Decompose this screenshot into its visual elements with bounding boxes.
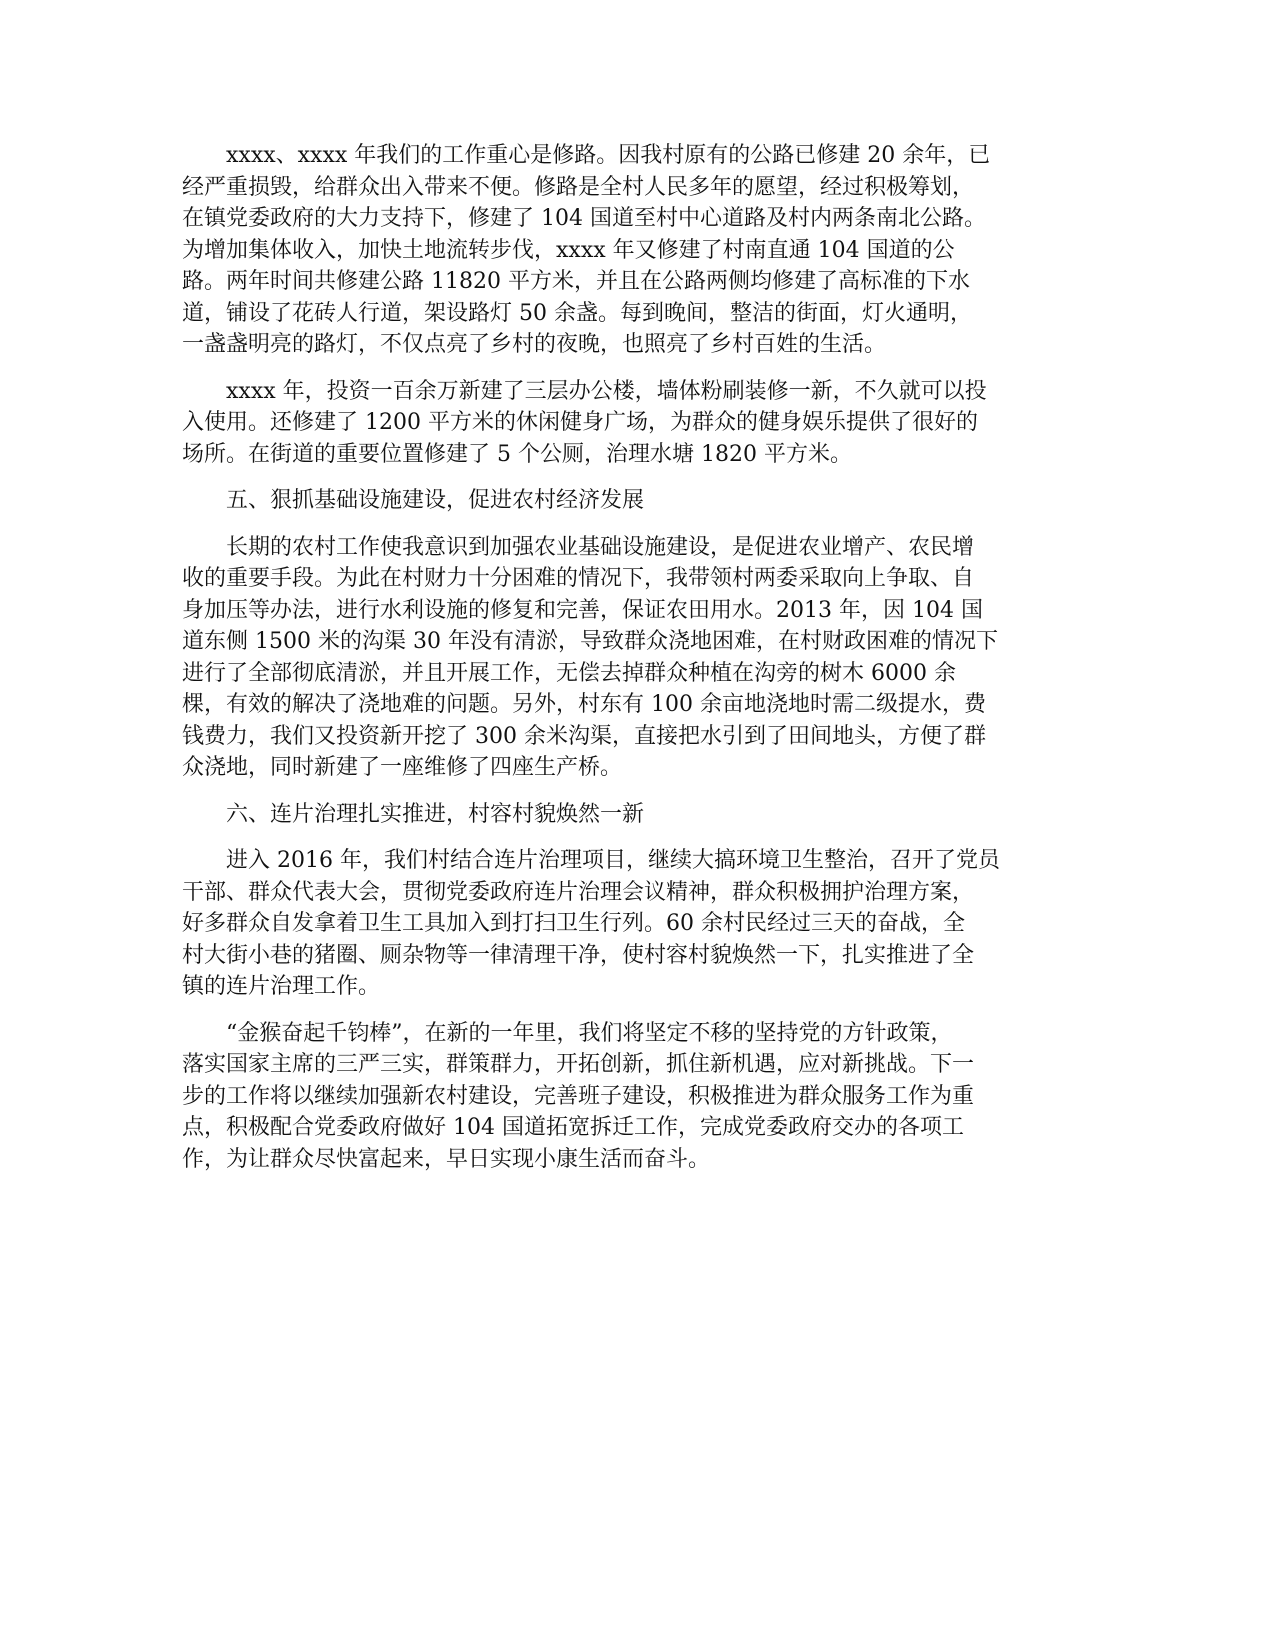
text-line: 作，为让群众尽快富起来，早日实现小康生活而奋斗。	[182, 1146, 711, 1172]
text-line: 入使用。还修建了 1200 平方米的休闲健身广场，为群众的健身娱乐提供了很好的	[182, 410, 978, 435]
text-line: 收的重要手段。为此在村财力十分困难的情况下，我带领村两委采取向上争取、自	[182, 566, 975, 591]
section-heading-6	[182, 799, 1062, 831]
text-line: 进入 2016 年，我们村结合连片治理项目，继续大搞环境卫生整治，召开了党员	[226, 848, 1000, 873]
text-line: 干部、群众代表大会，贯彻党委政府连片治理会议精神，群众积极拥护治理方案，	[182, 879, 975, 905]
paragraph-outlook	[182, 1018, 1062, 1176]
text-line: 钱费力，我们又投资新开挖了 300 余米沟渠，直接把水引到了田间地头，方便了群	[182, 723, 986, 749]
text-line: 为增加集体收入，加快土地流转步伐，xxxx 年又修建了村南直通 104 国道的公	[182, 237, 955, 263]
text-line: 众浇地，同时新建了一座维修了四座生产桥。	[182, 755, 623, 780]
text-line: 身加压等办法，进行水利设施的修复和完善，保证农田用水。2013 年，因 104 国	[182, 597, 983, 623]
heading-text: 五、狠抓基础设施建设，促进农村经济发展	[226, 488, 645, 513]
text-line: 经严重损毁，给群众出入带来不便。修路是全村人民多年的愿望，经过积极筹划，	[182, 174, 975, 200]
text-line: 村大街小巷的猪圈、厕杂物等一律清理干净，使村容村貌焕然一下，扎实推进了全	[182, 942, 975, 968]
heading-text: 六、连片治理扎实推进，村容村貌焕然一新	[226, 801, 645, 827]
section-heading-5	[182, 485, 1062, 517]
paragraph-cleanup	[182, 845, 1062, 1003]
text-line: 好多群众自发拿着卫生工具加入到打扫卫生行列。60 余村民经过三天的奋战，全	[182, 911, 965, 936]
text-line: 步的工作将以继续加强新农村建设，完善班子建设，积极推进为群众服务工作为重	[182, 1083, 975, 1109]
paragraph-infrastructure	[182, 532, 1062, 784]
text-line: 路。两年时间共修建公路 11820 平方米，并且在公路两侧均修建了高标准的下水	[182, 269, 970, 294]
text-line: “金猴奋起千钧棒”，在新的一年里，我们将坚定不移的坚持党的方针政策，	[226, 1020, 953, 1046]
text-line: 道东侧 1500 米的沟渠 30 年没有清淤，导致群众浇地困难，在村财政困难的情况下	[182, 629, 998, 654]
paragraph-office	[182, 376, 1062, 471]
text-line: 长期的农村工作使我意识到加强农业基础设施建设，是促进农业增产、农民增	[226, 534, 975, 560]
text-line: 落实国家主席的三严三实，群策群力，开拓创新，抓住新机遇，应对新挑战。下一	[182, 1052, 975, 1077]
text-line: 道，铺设了花砖人行道，架设路灯 50 余盏。每到晚间，整洁的街面，灯火通明，	[182, 300, 972, 326]
text-line: 在镇党委政府的大力支持下，修建了 104 国道至村中心道路及村内两条南北公路。	[182, 206, 986, 231]
text-line: 场所。在街道的重要位置修建了 5 个公厕，治理水塘 1820 平方米。	[182, 441, 852, 467]
text-line: xxxx、xxxx 年我们的工作重心是修路。因我村原有的公路已修建 20 余年，已	[226, 143, 991, 168]
document-body	[182, 140, 1062, 1190]
text-line: 棵，有效的解决了浇地难的问题。另外，村东有 100 余亩地浇地时需二级提水，费	[182, 692, 986, 717]
text-line: 镇的连片治理工作。	[182, 974, 381, 999]
text-line: 点，积极配合党委政府做好 104 国道拓宽拆迁工作，完成党委政府交办的各项工	[182, 1115, 964, 1140]
text-line: 一盏盏明亮的路灯，不仅点亮了乡村的夜晚，也照亮了乡村百姓的生活。	[182, 332, 887, 357]
text-line: xxxx 年，投资一百余万新建了三层办公楼，墙体粉刷装修一新，不久就可以投	[226, 378, 987, 404]
paragraph-roads	[182, 140, 1062, 361]
text-line: 进行了全部彻底清淤，并且开展工作，无偿去掉群众种植在沟旁的树木 6000 余	[182, 660, 956, 686]
